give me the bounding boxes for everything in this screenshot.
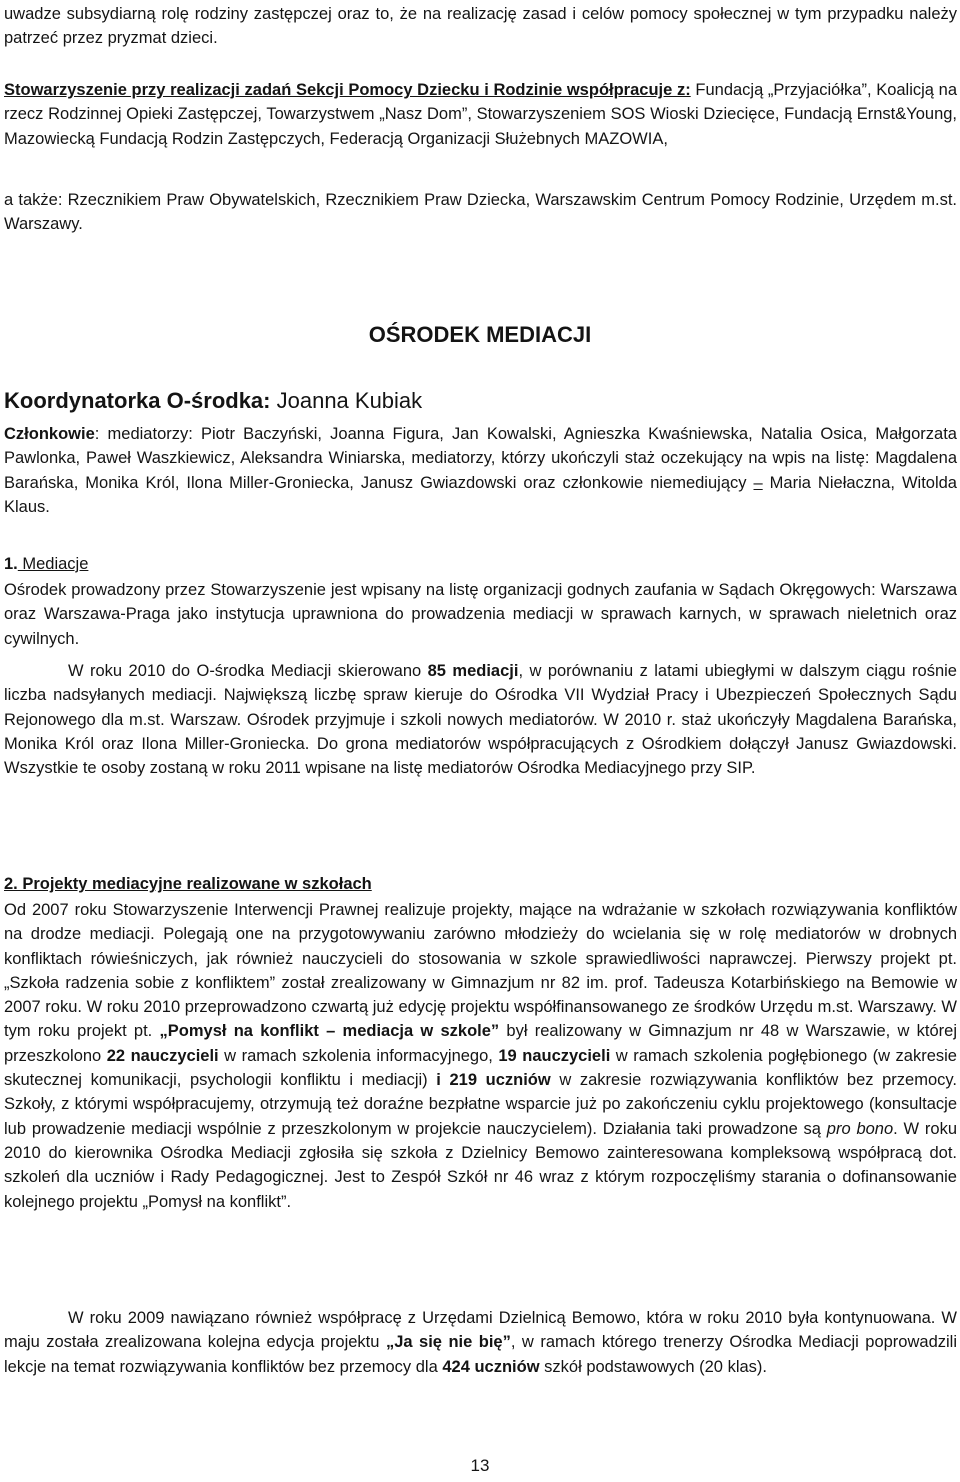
mediations-p2-text-c: , w porównaniu z latami ubiegłymi w dalszym ciągu rośnie liczba nadsyłanych mediacji. Największą liczbę spraw kieruje do Ośrodka VII Wydział Pracy i Ubezpieczeń Społecznych Sądu Rejonowego dla m.st. Warszaw. Ośrodek przyjmuje i szkoli nowych mediatorów. W 2010 r. staż ukończyły Magdalena Barańska, Monika Król oraz Ilona Miller-Groniecka. Do grona mediatorów współpracujących z Ośrodkiem dołączył Janusz Gwiazdowski. Wszystkie te osoby zostaną w roku 2011 wpisane na listę mediatorów Ośrodka Mediacyjnego przy SIP. bbox=[4, 662, 957, 778]
projects-heading bbox=[4, 872, 957, 896]
intro-text: uwadze subsydiarną rolę rodziny zastępczej oraz to, że na realizację zasad i celów pomocy społecznej w tym przypadku należy patrzeć przez pryzmat dzieci. bbox=[4, 5, 957, 48]
pro-bono-text: pro bono bbox=[826, 1119, 894, 1138]
projects-heading-text: 2. Projekty mediacyjne realizowane w szkołach bbox=[4, 875, 372, 893]
project-title-ja-sie-nie-bije: „Ja się nie bię” bbox=[385, 1333, 511, 1352]
projects-p2-c: , w ramach którego trenerzy Ośrodka Mediacji poprowadzili lekcje na temat rozwiązywania konfliktów bez przemocy dla bbox=[4, 1333, 957, 1376]
cooperation-paragraph bbox=[4, 78, 957, 151]
teachers-count-advanced: 19 nauczycieli bbox=[498, 1046, 611, 1065]
members-paragraph bbox=[4, 422, 957, 519]
mediations-heading-number: 1. bbox=[4, 555, 18, 573]
projects-p1-i: w zakresie rozwiązywania konfliktów bez przemocy. Szkoły, z którymi współpracujemy, otrzymują też doraźne bezpłatne wsparcie już po zakończeniu cyklu projektowego (konsultacje lub prowadzenie mediacji wspólnie z przeszkolonym w projekcie nauczycielem). Działania taki prowadzone są bbox=[4, 1071, 957, 1138]
cooperation-also-text: a także: Rzecznikiem Praw Obywatelskich, Rzecznikiem Praw Dziecka, Warszawskim Centrum Pomocy Rodzinie, Urzędem m.st. Warszawy. bbox=[4, 191, 957, 234]
members-dash: – bbox=[753, 473, 763, 492]
mediations-p2-text-a: W roku 2010 do O-środka Mediacji skierowano bbox=[68, 662, 428, 680]
cooperation-partners: Fundacją „Przyjaciółka”, Koalicją na rzecz Rodzinnej Opieki Zastępczej, Towarzystwem „Nasz Dom”, Stowarzyszeniem SOS Wioski Dziecięce, Fundacją Ernst&Young, Mazowiecką Fundacją Rodzin Zastępczych, Federacją Organizacji Służebnych MAZOWIA, bbox=[4, 81, 957, 148]
section-title: OŚRODEK MEDIACJI bbox=[368, 322, 592, 347]
projects-p1-a: Od 2007 roku Stowarzyszenie Interwencji Prawnej realizuje projekty, mające na wdrażanie w szkołach rozwiązywania konfliktów na drodze mediacji. Polegają one na przygotowywaniu zarówno młodzieży do wcielania się w rolę mediatorów w drobnych konfliktach rówieśniczych, jak również nauczycieli do stosowania w szkole sprawiedliwości naprawczej. Pierwszy projekt pt. „Szkoła radzenia sobie z konfliktem” został zrealizowany w Gimnazjum nr 82 im. prof. Tadeusza Kotarbińskiego na Bemowie w 2007 roku. W roku 2010 przeprowadzono czwartą już edycję projektu współfinansowanego ze środków Urzędu m.st. Warszawy. W tym roku projekt pt. bbox=[4, 901, 957, 1041]
projects-p1-g: w ramach szkolenia pogłębionego (w zakresie skutecznej komunikacji, psychologii konfliktu i mediacji) bbox=[4, 1046, 957, 1090]
mediations-paragraph-1 bbox=[4, 578, 957, 651]
mediations-heading bbox=[4, 552, 957, 576]
cooperation-lead: Stowarzyszenie przy realizacji zadań Sekcji Pomocy Dziecku i Rodzinie współpracuje z: bbox=[4, 81, 691, 99]
members-text: : mediatorzy: Piotr Baczyński, Joanna Figura, Jan Kowalski, Agnieszka Kwaśniewska, Natalia Osica, Małgorzata Pawlonka, Paweł Waszkiewicz, Aleksandra Winiarska, mediatorzy, którzy ukończyli staż oczekujący na wpis na listę: Magdalena Barańska, Monika Król, Ilona Miller-Groniecka, Janusz Gwiazdowski oraz członkowie niemediujący bbox=[4, 425, 957, 492]
teachers-count-informational: 22 nauczycieli bbox=[106, 1046, 219, 1065]
projects-p1-k: . W roku 2010 do kierownika Ośrodka Mediacji zgłosiła się szkoła z Dzielnicy Bemowo zainteresowana kompleksową współpracą dot. szkoleń dla uczniów i Rady Pedagogicznej. Jest to Zespół Szkół nr 46 wraz z którym rozpoczęliśmy starania o dofinansowanie kolejnego projektu „Pomysł na konflikt”. bbox=[4, 1119, 958, 1211]
mediations-paragraph-2 bbox=[4, 659, 957, 780]
members-label: Członkowie bbox=[4, 425, 95, 443]
projects-p2-e: szkół podstawowych (20 klas). bbox=[539, 1357, 767, 1376]
coordinator-line bbox=[4, 386, 957, 416]
projects-p2-a: W roku 2009 nawiązano również współpracę z Urzędami Dzielnicą Bemowo, która w roku 2010 była kontynuowana. W maju została zrealizowana kolejna edycja projektu bbox=[4, 1309, 957, 1352]
mediations-heading-text: Mediacje bbox=[17, 555, 89, 573]
coordinator-label: Koordynatorka O-środka: bbox=[4, 388, 271, 413]
projects-paragraph-1 bbox=[4, 898, 957, 1214]
intro-paragraph bbox=[4, 2, 957, 51]
coordinator-name: Joanna Kubiak bbox=[270, 388, 423, 413]
project-title-pomysl: „Pomysł na konflikt – mediacja w szkole” bbox=[159, 1022, 500, 1041]
projects-p1-e: w ramach szkolenia informacyjnego, bbox=[218, 1046, 499, 1065]
students-count: i 219 uczniów bbox=[436, 1071, 551, 1090]
mediations-p1-text: Ośrodek prowadzony przez Stowarzyszenie jest wpisany na listę organizacji godnych zaufania w Sądach Okręgowych: Warszawa oraz Warszawa-Praga jako instytucja uprawniona do prowadzenia mediacji w sprawach karnych, w sprawach nieletnich oraz cywilnych. bbox=[4, 581, 957, 648]
projects-p1-c: był realizowany w Gimnazjum nr 48 w Warszawie, w której przeszkolono bbox=[4, 1022, 958, 1065]
primary-students-count: 424 uczniów bbox=[442, 1357, 540, 1376]
page-number: 13 bbox=[470, 1456, 490, 1475]
members-end: Maria Niełaczna, Witolda Klaus. bbox=[4, 473, 957, 516]
cooperation-also-paragraph bbox=[4, 188, 957, 237]
mediations-count: 85 mediacji bbox=[427, 662, 519, 680]
projects-paragraph-2 bbox=[4, 1306, 957, 1379]
